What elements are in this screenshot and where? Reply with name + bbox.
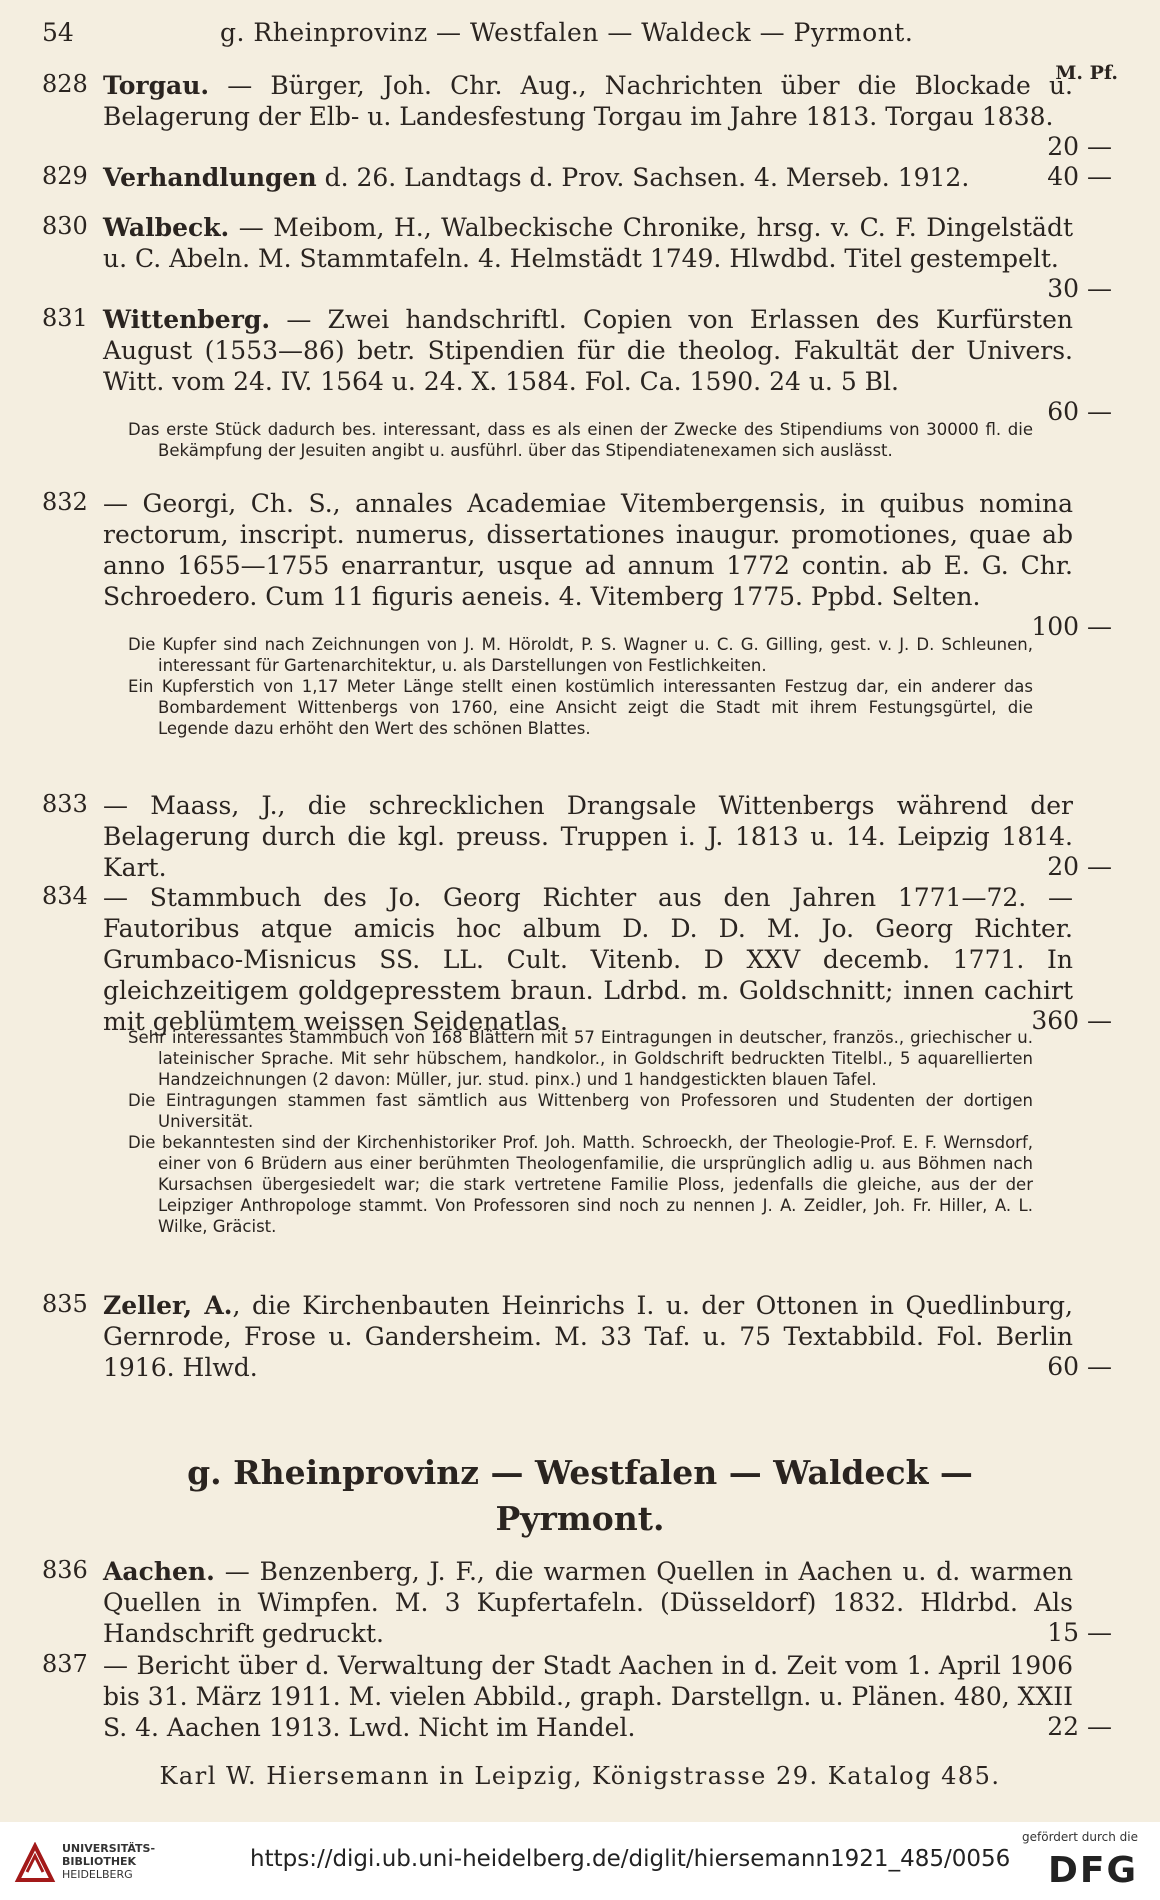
entry-text: [103, 304, 1073, 397]
currency-column-header: M. Pf.: [1055, 62, 1118, 84]
entry-text: [103, 882, 1073, 1037]
entry-body: — Meibom, H., Walbeckische Chronike, hrsg. v. C. F. Dingelstädt u. C. Abeln. M. Stammtafeln. 4. Helmstädt 1749. Hlwdbd. Titel gestempelt.: [103, 213, 1073, 273]
entry-price: 20 —: [1047, 132, 1112, 161]
entry-text: [103, 70, 1073, 132]
library-name: UNIVERSITÄTS- BIBLIOTHEK HEIDELBERG: [62, 1842, 156, 1881]
entry-number: 833: [42, 790, 88, 818]
entry-number: 830: [42, 212, 88, 240]
entry-text: [103, 162, 1073, 193]
entry-price: 15 —: [1047, 1618, 1112, 1647]
entry-note: Sehr interessantes Stammbuch von 168 Blättern mit 57 Eintragungen in deutscher, französ., griechischer u. lateinischer Sprache. Mit sehr hübschem, handkolor., in Goldschrift bedruckten Titelbl., 5 aquarellierten Handzeichnungen (2 davon: Müller, jur. stud. pinx.) und 1 handgestickten blauen Tafel.: [128, 1028, 1033, 1089]
entry-body: — Bürger, Joh. Chr. Aug., Nachrichten über die Blockade u. Belagerung der Elb- u. Landesfestung Torgau im Jahre 1813. Torgau 1838.: [103, 71, 1073, 131]
entry-keyword: Zeller, A.: [103, 1291, 233, 1320]
entry-number: 834: [42, 882, 88, 910]
entry-body: — Georgi, Ch. S., annales Academiae Vitembergensis, in quibus nomina rectorum, inscript. numerus, dissertationes inaugur. promotiones, quae ab anno 1655—1755 enarrantur, usque ad annum 1772 contin. ab E. G. Chr. Schroedero. Cum 11 figuris aeneis. 4. Vitemberg 1775. Ppbd. Selten.: [103, 489, 1073, 611]
university-library-logo-icon: [14, 1842, 56, 1884]
entry-note: Die Kupfer sind nach Zeichnungen von J. M. Höroldt, P. S. Wagner u. C. G. Gilling, gest. v. J. D. Schleunen, interessant für Gartenarchitektur, u. als Darstellungen von Festlichkeiten.: [128, 635, 1033, 675]
entry-keyword: Torgau.: [103, 71, 210, 100]
entry-keyword: Walbeck.: [103, 213, 230, 242]
catalog-entry-833: [40, 790, 1120, 883]
entry-text: [103, 790, 1073, 883]
entry-text: [103, 488, 1073, 612]
entry-number: 828: [42, 70, 88, 98]
section-heading-line-2: Pyrmont.: [495, 1499, 665, 1538]
entry-keyword: Verhandlungen: [103, 163, 317, 192]
catalog-entry-831: [40, 304, 1120, 426]
page-number: 54: [42, 18, 74, 47]
entry-notes-832: [128, 634, 1033, 739]
entry-note: Die Eintragungen stammen fast sämtlich aus Wittenberg von Professoren und Studenten der dortigen Universität.: [128, 1091, 1033, 1131]
entry-number: 835: [42, 1290, 88, 1318]
entry-notes-834: [128, 1027, 1033, 1237]
entry-price: 360 —: [1031, 1006, 1112, 1035]
entry-price: 30 —: [1047, 274, 1112, 303]
entry-price: 60 —: [1047, 397, 1112, 426]
entry-keyword: Aachen.: [103, 1557, 215, 1586]
catalog-entry-828: [40, 70, 1120, 161]
entry-text: [103, 1290, 1073, 1383]
publisher-footer: Karl W. Hiersemann in Leipzig, Königstrasse 29. Katalog 485.: [159, 1762, 1001, 1790]
entry-number: 832: [42, 488, 88, 516]
entry-notes-831: [128, 419, 1033, 461]
section-heading: [150, 1450, 1010, 1542]
entry-body: d. 26. Landtags d. Prov. Sachsen. 4. Merseb. 1912.: [316, 163, 970, 192]
entry-body: — Stammbuch des Jo. Georg Richter aus den Jahren 1771—72. — Fautoribus atque amicis hoc album D. D. D. M. Jo. Georg Richter. Grumbaco-Misnicus SS. LL. Cult. Vitenb. D XXV decemb. 1771. In gleichzeitigem goldgepresstem braun. Ldrbd. m. Goldschnitt; innen cachirt mit geblümtem weissen Seidenatlas.: [103, 883, 1073, 1036]
entry-number: 831: [42, 304, 88, 332]
entry-price: 40 —: [1047, 162, 1112, 191]
funding-caption: gefördert durch die: [1022, 1830, 1138, 1844]
entry-number: 837: [42, 1650, 88, 1678]
entry-body: , die Kirchenbauten Heinrichs I. u. der Ottonen in Quedlinburg, Gernrode, Frose u. Gandersheim. M. 33 Taf. u. 75 Textabbild. Fol. Berlin 1916. Hlwd.: [103, 1291, 1073, 1382]
catalog-entry-836: [40, 1556, 1120, 1649]
catalog-entry-830: [40, 212, 1120, 303]
entry-body: — Benzenberg, J. F., die warmen Quellen in Aachen u. d. warmen Quellen in Wimpfen. M. 3 Kupfertafeln. (Düsseldorf) 1832. Hldrbd. Als Handschrift gedruckt.: [103, 1557, 1073, 1648]
entry-body: — Zwei handschriftl. Copien von Erlassen des Kurfürsten August (1553—86) betr. Stipendien für die theolog. Fakultät der Univers. Witt. vom 24. IV. 1564 u. 24. X. 1584. Fol. Ca. 1590. 24 u. 5 Bl.: [103, 305, 1073, 396]
entry-text: [103, 1556, 1073, 1649]
entry-note: Die bekanntesten sind der Kirchenhistoriker Prof. Joh. Matth. Schroeckh, der Theologie-Prof. E. F. Wernsdorf, einer von 6 Brüdern aus einer berühmten Theologenfamilie, die ursprünglich adlig u. aus Böhmen nach Kursachsen übergesiedelt war; die stark vertretene Familie Ploss, jedenfalls die gleiche, aus der der Leipziger Anthropologe stammt. Von Professoren sind noch zu nennen J. A. Zeidler, Joh. Fr. Hiller, A. L. Wilke, Gräcist.: [128, 1133, 1033, 1236]
running-title: g. Rheinprovinz — Westfalen — Waldeck — Pyrmont.: [220, 18, 914, 47]
entry-price: 100 —: [1031, 612, 1112, 641]
catalog-entry-829: [40, 162, 1120, 193]
entry-price: 20 —: [1047, 852, 1112, 881]
catalog-entry-834: [40, 882, 1120, 1037]
catalog-entry-832: [40, 488, 1120, 641]
entry-price: 60 —: [1047, 1352, 1112, 1381]
entry-note: Ein Kupferstich von 1,17 Meter Länge stellt einen kostümlich interessanten Festzug dar, ein anderer das Bombardement Wittenbergs von 1760, eine Ansicht zeigt die Stadt mit ihrem Festungsgürtel, die Legende dazu erhöht den Wert des schönen Blattes.: [128, 677, 1033, 738]
entry-body: — Maass, J., die schrecklichen Drangsale Wittenbergs während der Belagerung durch die kgl. preuss. Truppen i. J. 1813 u. 14. Leipzig 1814. Kart.: [103, 791, 1073, 882]
catalog-entry-835: [40, 1290, 1120, 1383]
running-header: [40, 18, 1120, 52]
catalog-entry-837: [40, 1650, 1120, 1743]
entry-body: — Bericht über d. Verwaltung der Stadt Aachen in d. Zeit vom 1. April 1906 bis 31. März 1911. M. vielen Abbild., graph. Darstellgn. u. Plänen. 480, XXII S. 4. Aachen 1913. Lwd. Nicht im Handel.: [103, 1651, 1073, 1742]
dfg-logo: DFG: [1047, 1850, 1138, 1891]
entry-keyword: Wittenberg.: [103, 305, 271, 334]
entry-note: Das erste Stück dadurch bes. interessant, dass es als einen der Zwecke des Stipendiums von 30000 fl. die Bekämpfung der Jesuiten angibt u. ausführl. über das Stipendiatenexamen sich auslässt.: [128, 420, 1033, 460]
entry-text: [103, 1650, 1073, 1743]
permalink-url[interactable]: https://digi.ub.uni-heidelberg.de/diglit/hiersemann1921_485/0056: [250, 1846, 1011, 1872]
section-heading-line-1: g. Rheinprovinz — Westfalen — Waldeck —: [187, 1453, 973, 1492]
entry-number: 829: [42, 162, 88, 190]
entry-text: [103, 212, 1073, 274]
entry-number: 836: [42, 1556, 88, 1584]
entry-price: 22 —: [1047, 1712, 1112, 1741]
viewer-bar: [0, 1822, 1160, 1900]
